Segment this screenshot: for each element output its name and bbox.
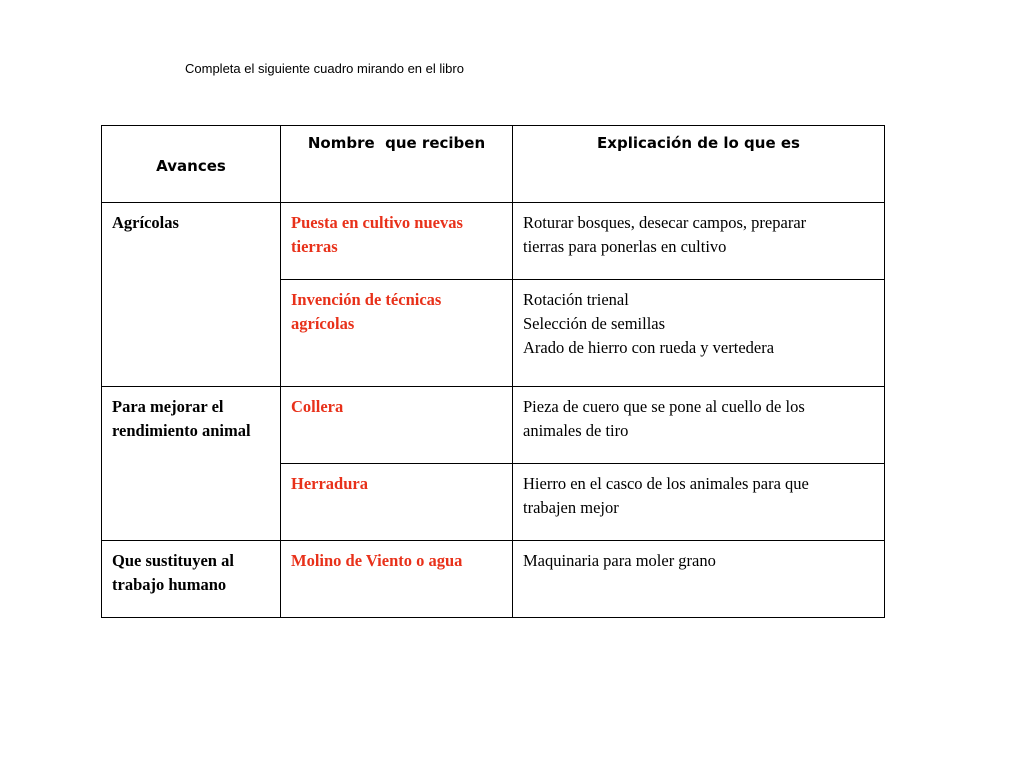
cell-avance: Agrícolas — [102, 203, 281, 387]
cell-explicacion — [513, 203, 885, 280]
table-row — [102, 387, 885, 464]
cell-explicacion — [513, 280, 885, 387]
explicacion-line: animales de tiro — [523, 421, 629, 440]
cell-nombre: Puesta en cultivo nuevas tierras — [281, 203, 513, 280]
explicacion-line: Selección de semillas — [523, 314, 666, 333]
explicacion-line: Maquinaria para moler grano — [523, 551, 716, 570]
avances-table — [101, 125, 885, 618]
explicacion-line: Roturar bosques, desecar campos, preparar — [523, 213, 807, 232]
cell-nombre: Invención de técnicas agrícolas — [281, 280, 513, 387]
cell-explicacion — [513, 464, 885, 541]
header-avances: Avances — [102, 126, 281, 203]
cell-explicacion — [513, 387, 885, 464]
cell-nombre: Molino de Viento o agua — [281, 541, 513, 618]
cell-nombre: Herradura — [281, 464, 513, 541]
explicacion-line: tierras para ponerlas en cultivo — [523, 237, 727, 256]
header-nombre: Nombre que reciben — [281, 126, 513, 203]
explicacion-line: Rotación trienal — [523, 290, 629, 309]
header-explicacion: Explicación de lo que es — [513, 126, 885, 203]
explicacion-line: Pieza de cuero que se pone al cuello de los — [523, 397, 805, 416]
header-row — [102, 126, 885, 203]
instruction-text: Completa el siguiente cuadro mirando en el libro — [185, 61, 464, 76]
cell-avance: Para mejorar el rendimiento animal — [102, 387, 281, 541]
table-row — [102, 203, 885, 280]
cell-explicacion — [513, 541, 885, 618]
explicacion-line: Arado de hierro con rueda y vertedera — [523, 338, 775, 357]
explicacion-line: trabajen mejor — [523, 498, 619, 517]
explicacion-line: Hierro en el casco de los animales para que — [523, 474, 809, 493]
cell-avance: Que sustituyen al trabajo humano — [102, 541, 281, 618]
table-row — [102, 541, 885, 618]
cell-nombre: Collera — [281, 387, 513, 464]
